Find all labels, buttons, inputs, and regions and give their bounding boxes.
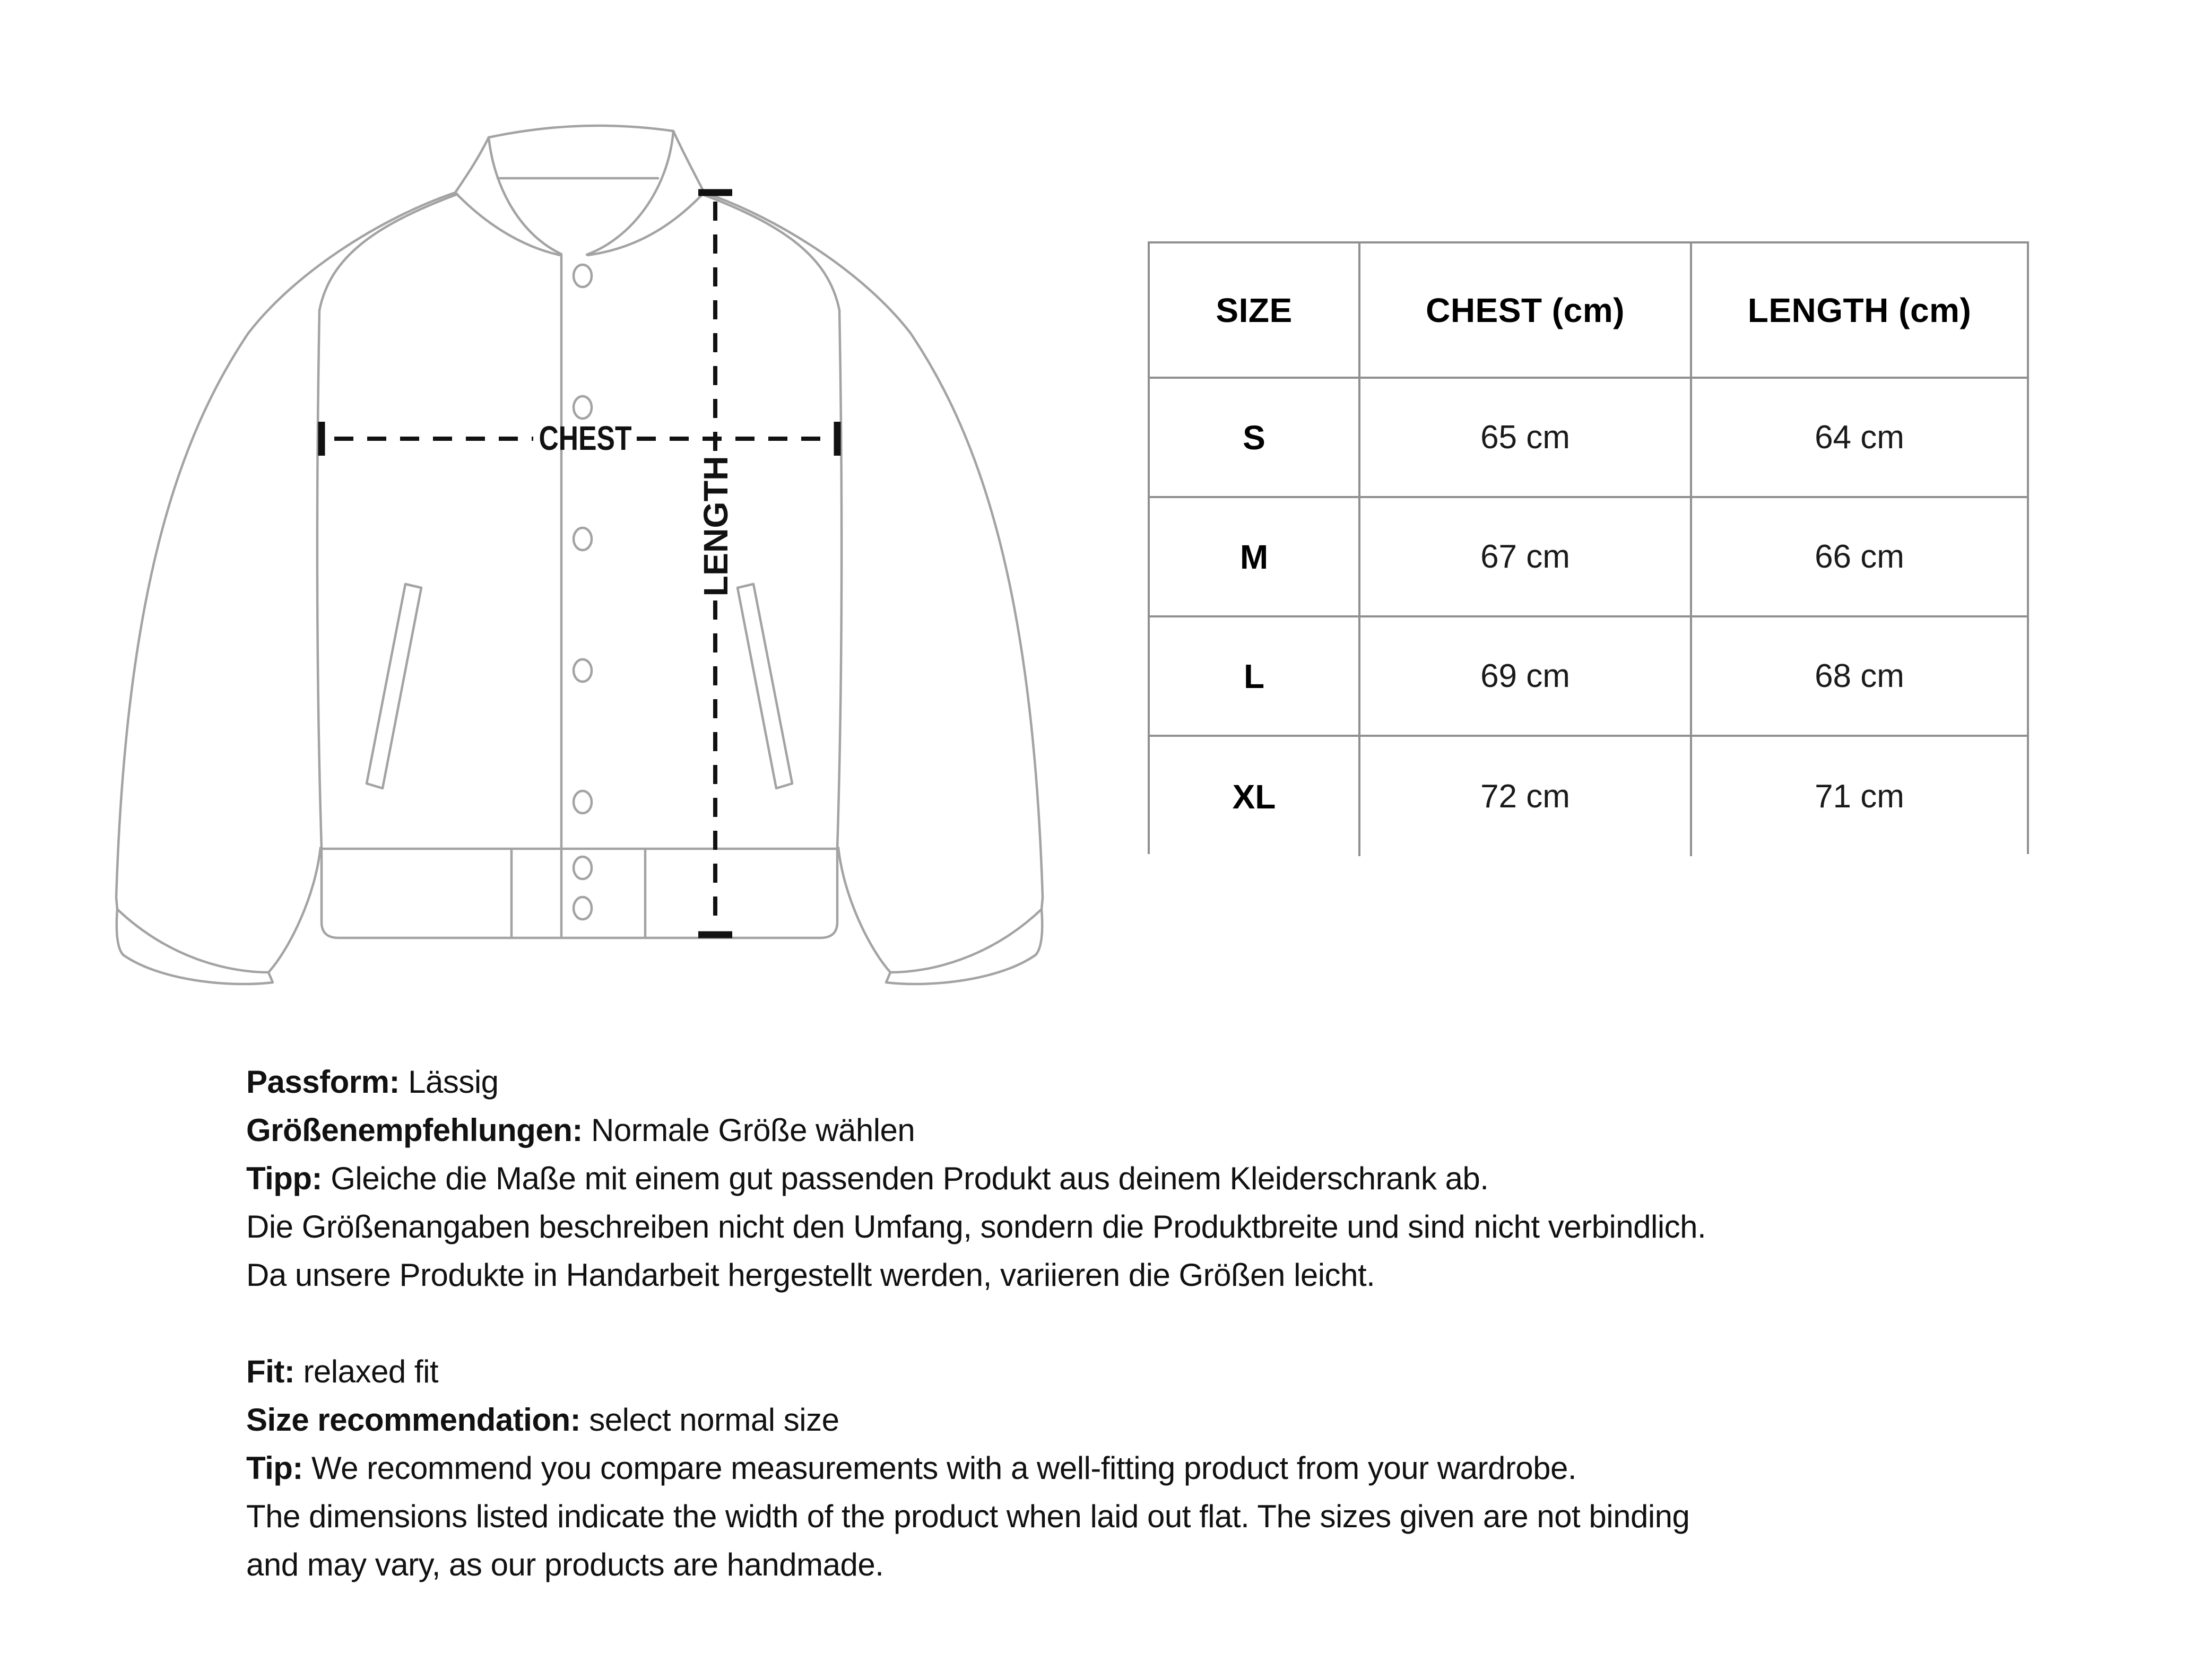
table-header-length: LENGTH (cm) <box>1692 243 2027 379</box>
chest-measure-label: CHEST <box>539 419 632 457</box>
table-cell-size-xl: XL <box>1150 737 1360 856</box>
sleeve-outer-right <box>704 193 1043 909</box>
table-cell-chest-s: 65 cm <box>1360 379 1692 498</box>
note-label: Tipp: <box>246 1161 323 1196</box>
sleeve-inner-left <box>268 848 320 972</box>
note-line-en-note-2 <box>246 1540 1706 1589</box>
sleeve-outer-left <box>116 193 455 909</box>
note-line-en-note-1 <box>246 1492 1706 1540</box>
fit-notes <box>246 1058 1706 1589</box>
note-label: Größenempfehlungen: <box>246 1112 583 1148</box>
snap-button <box>574 897 592 919</box>
note-text: Lässig <box>399 1064 499 1100</box>
cuff-right <box>886 909 1042 984</box>
note-text: Gleiche die Maße mit einem gut passenden Produkt aus deinem Kleiderschrank ab. <box>322 1161 1489 1196</box>
table-cell-size-m: M <box>1150 498 1360 617</box>
note-label: Tip: <box>246 1450 303 1486</box>
table-cell-size-s: S <box>1150 379 1360 498</box>
table-cell-size-l: L <box>1150 617 1360 737</box>
measurement-annotations <box>322 193 837 935</box>
pocket-welt-left <box>367 584 421 788</box>
note-line-spacer <box>246 1299 1706 1347</box>
length-measure-label: LENGTH <box>697 457 735 597</box>
jacket-outline-group <box>116 126 1043 984</box>
note-line-de-hinweis-1 <box>246 1203 1706 1251</box>
collar-inner-v-left <box>489 137 561 254</box>
note-line-de-empfehlung <box>246 1106 1706 1154</box>
size-table <box>1148 241 2029 854</box>
note-text: The dimensions listed indicate the width of the product when laid out flat. The sizes given are not binding <box>246 1499 1690 1534</box>
note-text: Normale Größe wählen <box>582 1112 915 1148</box>
snap-button <box>574 791 592 813</box>
note-text: relaxed fit <box>294 1354 439 1389</box>
sleeve-inner-right <box>838 848 890 972</box>
table-cell-length-m: 66 cm <box>1692 498 2027 617</box>
armhole-left <box>319 194 457 310</box>
note-label: Fit: <box>246 1354 295 1389</box>
note-label: Passform: <box>246 1064 400 1100</box>
snap-button <box>574 265 592 287</box>
collar-right-edge <box>673 131 704 193</box>
note-line-de-hinweis-2 <box>246 1251 1706 1299</box>
snap-button <box>574 528 592 550</box>
body-seam-right <box>837 310 842 849</box>
collar-inner-v-right <box>587 131 673 255</box>
armhole-right <box>702 194 839 310</box>
note-line-en-fit <box>246 1347 1706 1396</box>
note-text: We recommend you compare measurements with a well-fitting product from your wardrobe. <box>302 1450 1577 1486</box>
note-line-en-recommendation <box>246 1396 1706 1444</box>
table-header-size: SIZE <box>1150 243 1360 379</box>
note-line-de-passform <box>246 1058 1706 1106</box>
table-cell-chest-xl: 72 cm <box>1360 737 1692 856</box>
note-line-de-tipp <box>246 1154 1706 1203</box>
jacket-diagram <box>0 0 1114 1008</box>
snap-button <box>574 659 592 682</box>
snap-button <box>574 396 592 419</box>
table-cell-length-xl: 71 cm <box>1692 737 2027 856</box>
snap-button <box>574 857 592 879</box>
note-text: Die Größenangaben beschreiben nicht den Umfang, sondern die Produktbreite und sind nicht verbindlich. <box>246 1209 1706 1244</box>
cuff-left <box>117 909 273 984</box>
pocket-welt-right <box>738 584 792 788</box>
collar-top-arc <box>489 126 673 137</box>
table-cell-chest-m: 67 cm <box>1360 498 1692 617</box>
body-seam-left <box>317 310 322 849</box>
snap-buttons <box>574 265 592 919</box>
note-text: select normal size <box>580 1402 839 1438</box>
table-header-chest: CHEST (cm) <box>1360 243 1692 379</box>
table-cell-chest-l: 69 cm <box>1360 617 1692 737</box>
note-label: Size recommendation: <box>246 1402 581 1438</box>
collar-left-edge <box>455 137 489 193</box>
note-text: and may vary, as our products are handmade. <box>246 1547 884 1582</box>
table-cell-length-s: 64 cm <box>1692 379 2027 498</box>
note-text: Da unsere Produkte in Handarbeit hergestellt werden, variieren die Größen leicht. <box>246 1257 1375 1293</box>
table-cell-length-l: 68 cm <box>1692 617 2027 737</box>
note-line-en-tip <box>246 1444 1706 1492</box>
